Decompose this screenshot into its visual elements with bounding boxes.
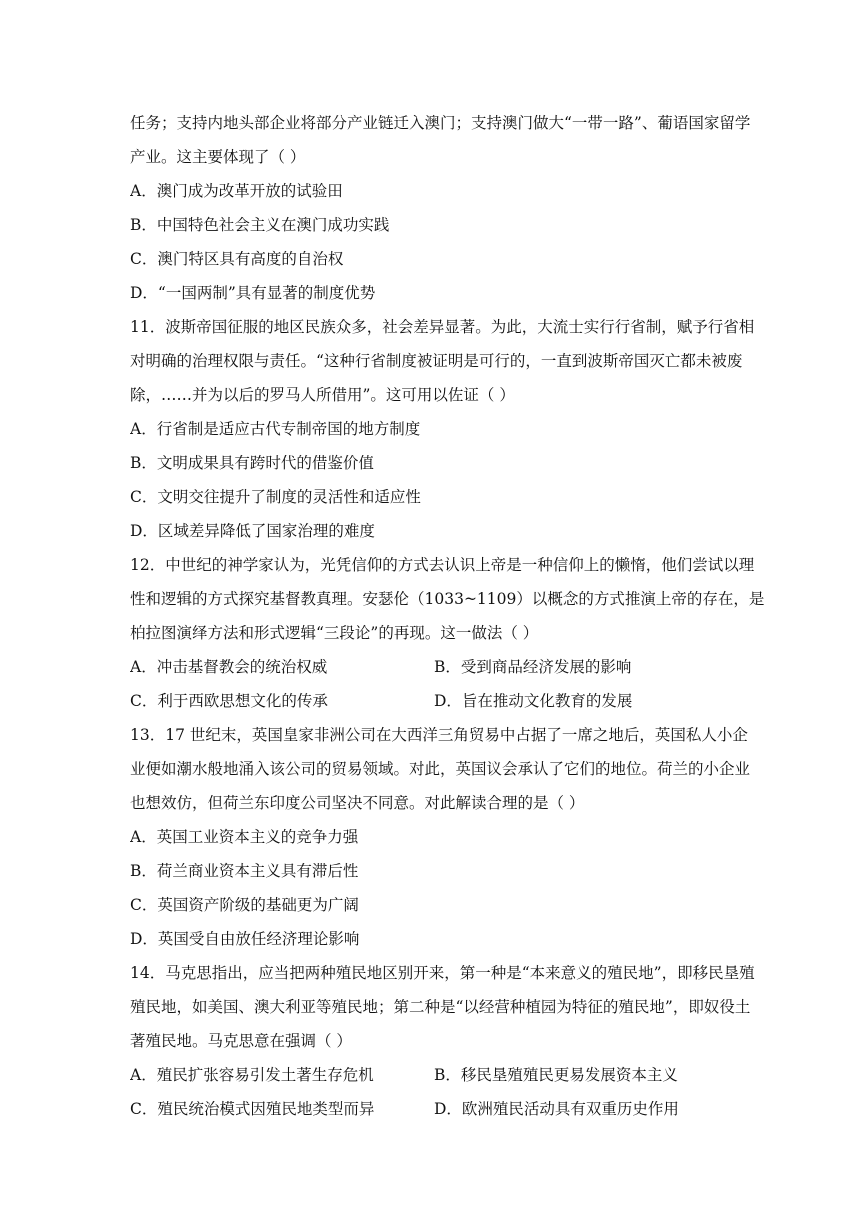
question-stem-line: 11．波斯帝国征服的地区民族众多，社会差异显著。为此，大流士实行行省制，赋予行省相: [130, 318, 755, 336]
option-b: B．受到商品经济发展的影响: [434, 658, 632, 676]
option-d: D．欧洲殖民活动具有双重历史作用: [434, 1100, 679, 1118]
question-stem-line: 13．17 世纪末，英国皇家非洲公司在大西洋三角贸易中占据了一席之地后，英国私人小企: [130, 726, 748, 744]
question-stem-line: 任务；支持内地头部企业将部分产业链迁入澳门；支持澳门做大“一带一路”、葡语国家留学: [130, 114, 751, 132]
question-stem-line: 产业。这主要体现了（ ）: [130, 148, 306, 166]
question-stem-line: 殖民地，如美国、澳大利亚等殖民地；第二种是“以经营种植园为特征的殖民地”，即奴役土: [130, 998, 751, 1016]
option-d: D．“一国两制”具有显著的制度优势: [130, 284, 376, 302]
option-row: [130, 650, 770, 684]
question-stem-line: 也想效仿，但荷兰东印度公司坚决不同意。对此解读合理的是（ ）: [130, 794, 585, 812]
option-b: B．文明成果具有跨时代的借鉴价值: [130, 454, 374, 472]
question-stem-line: 业便如潮水般地涌入该公司的贸易领域。对此，英国议会承认了它们的地位。荷兰的小企业: [130, 760, 751, 778]
question-stem-line: 著殖民地。马克思意在强调（ ）: [130, 1032, 352, 1050]
option-c: C．文明交往提升了制度的灵活性和适应性: [130, 488, 421, 506]
option-a: A．冲击基督教会的统治权威: [130, 658, 328, 676]
option-b: B．荷兰商业资本主义具有滞后性: [130, 862, 359, 880]
option-row: [130, 1058, 770, 1092]
option-row: [130, 684, 770, 718]
question-10: [130, 106, 770, 310]
question-14: [130, 956, 770, 1126]
option-c: C．英国资产阶级的基础更为广阔: [130, 896, 359, 914]
option-c: C．澳门特区具有高度的自治权: [130, 250, 344, 268]
option-c: C．殖民统治模式因殖民地类型而异: [130, 1100, 375, 1118]
question-content: [130, 106, 770, 1126]
option-c: C．利于西欧思想文化的传承: [130, 692, 328, 710]
option-d: D．区域差异降低了国家治理的难度: [130, 522, 375, 540]
question-stem-line: 性和逻辑的方式探究基督教真理。安瑟伦（1033~1109）以概念的方式推演上帝的存在，是: [130, 590, 765, 608]
question-stem-line: 对明确的治理权限与责任。“这种行省制度被证明是可行的，一直到波斯帝国灭亡都未被废: [130, 352, 743, 370]
option-row: [130, 1092, 770, 1126]
option-a: A．英国工业资本主义的竞争力强: [130, 828, 359, 846]
question-12: [130, 548, 770, 718]
question-stem-line: 12．中世纪的神学家认为，光凭信仰的方式去认识上帝是一种信仰上的懒惰，他们尝试以理: [130, 556, 755, 574]
question-stem-line: 柏拉图演绎方法和形式逻辑“三段论”的再现。这一做法（ ）: [130, 624, 539, 642]
option-d: D．英国受自由放任经济理论影响: [130, 930, 360, 948]
option-a: A．行省制是适应古代专制帝国的地方制度: [130, 420, 421, 438]
option-a: A．殖民扩张容易引发土著生存危机: [130, 1066, 374, 1084]
option-b: B．移民垦殖殖民更易发展资本主义: [434, 1066, 678, 1084]
option-b: B．中国特色社会主义在澳门成功实践: [130, 216, 390, 234]
option-d: D．旨在推动文化教育的发展: [434, 692, 633, 710]
question-stem-line: 14．马克思指出，应当把两种殖民地区别开来，第一种是“本来意义的殖民地”，即移民垦殖: [130, 964, 755, 982]
question-stem-line: 除，……并为以后的罗马人所借用”。这可用以佐证（ ）: [130, 386, 515, 404]
option-a: A．澳门成为改革开放的试验田: [130, 182, 343, 200]
question-13: [130, 718, 770, 956]
question-11: [130, 310, 770, 548]
